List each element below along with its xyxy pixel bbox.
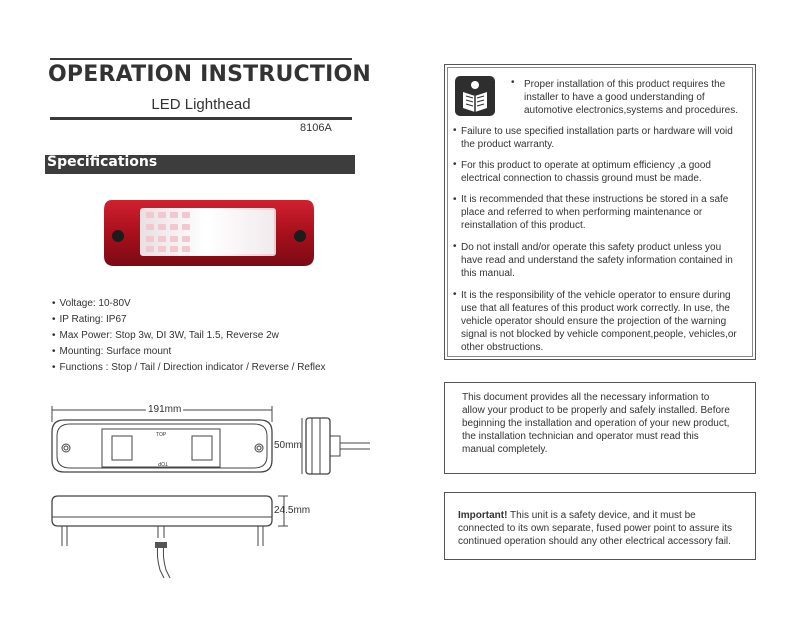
safety-paragraph-6: It is the responsibility of the vehicle operator to ensure during use that all features of this product work correctly. In use, the vehicle operator should ensure the projection of the warning signal is not blocked by vehicle component,people, vehicles,or other obstructions. <box>461 290 737 353</box>
model-number: 8106A <box>300 122 332 134</box>
specifications-heading: Specifications <box>47 154 158 170</box>
bottom-rule <box>50 117 352 120</box>
bullet-icon: • <box>453 194 457 205</box>
important-text: Important! This unit is a safety device, and it must be connected to its own separate, fused power point to assure its continued operation should any other electrical accessory fail. <box>458 510 733 547</box>
reading-book-icon <box>455 76 495 116</box>
bullet-icon: • <box>453 125 457 136</box>
bullet-icon: • <box>453 289 457 300</box>
safety-paragraph-2: Failure to use specified installation parts or hardware will void the product warranty. <box>461 126 733 150</box>
important-label: Important! <box>458 510 508 521</box>
top-mark-inverted: TOP <box>157 460 168 466</box>
spec-max-power: • Max Power: Stop 3w, DI 3W, Tail 1.5, Reverse 2w <box>52 328 326 344</box>
dimension-drawing <box>40 396 380 586</box>
page-subtitle: LED Lighthead <box>151 96 251 113</box>
bullet-icon: • <box>453 159 457 170</box>
specifications-list <box>52 296 326 376</box>
safety-paragraph-1: Proper installation of this product requires the installer to have a good understanding of automotive electronics,systems and procedures. <box>524 79 738 116</box>
spec-voltage: • Voltage: 10-80V <box>52 296 326 312</box>
safety-paragraph-3: For this product to operate at optimum efficiency ,a good electrical connection to chassis ground must be made. <box>461 160 711 184</box>
height-dimension: 50mm <box>274 440 302 451</box>
top-mark: TOP <box>156 432 167 438</box>
bullet-icon: • <box>453 241 457 252</box>
spec-ip-rating: • IP Rating: IP67 <box>52 312 326 328</box>
lamp-product-image <box>100 196 318 270</box>
bullet-icon: • <box>511 77 515 88</box>
depth-dimension: 24.5mm <box>274 505 311 516</box>
spec-mounting: • Mounting: Surface mount <box>52 344 326 360</box>
safety-paragraph-5: Do not install and/or operate this safety product unless you have read and understand the safety information contained in this manual. <box>461 242 733 279</box>
top-rule <box>50 58 352 60</box>
safety-paragraph-4: It is recommended that these instructions be stored in a safe place and referred to when performing maintenance or reinstallation of this product. <box>461 194 729 231</box>
page-title: OPERATION INSTRUCTION <box>48 62 371 87</box>
length-dimension: 191mm <box>148 404 182 415</box>
spec-functions: • Functions : Stop / Tail / Direction indicator / Reverse / Reflex <box>52 360 326 376</box>
info-text: This document provides all the necessary information to allow your product to be properly and safely installed. Before beginning the installation and operation of your new product, the installation technician and operator must read this manual completely. <box>462 392 730 455</box>
